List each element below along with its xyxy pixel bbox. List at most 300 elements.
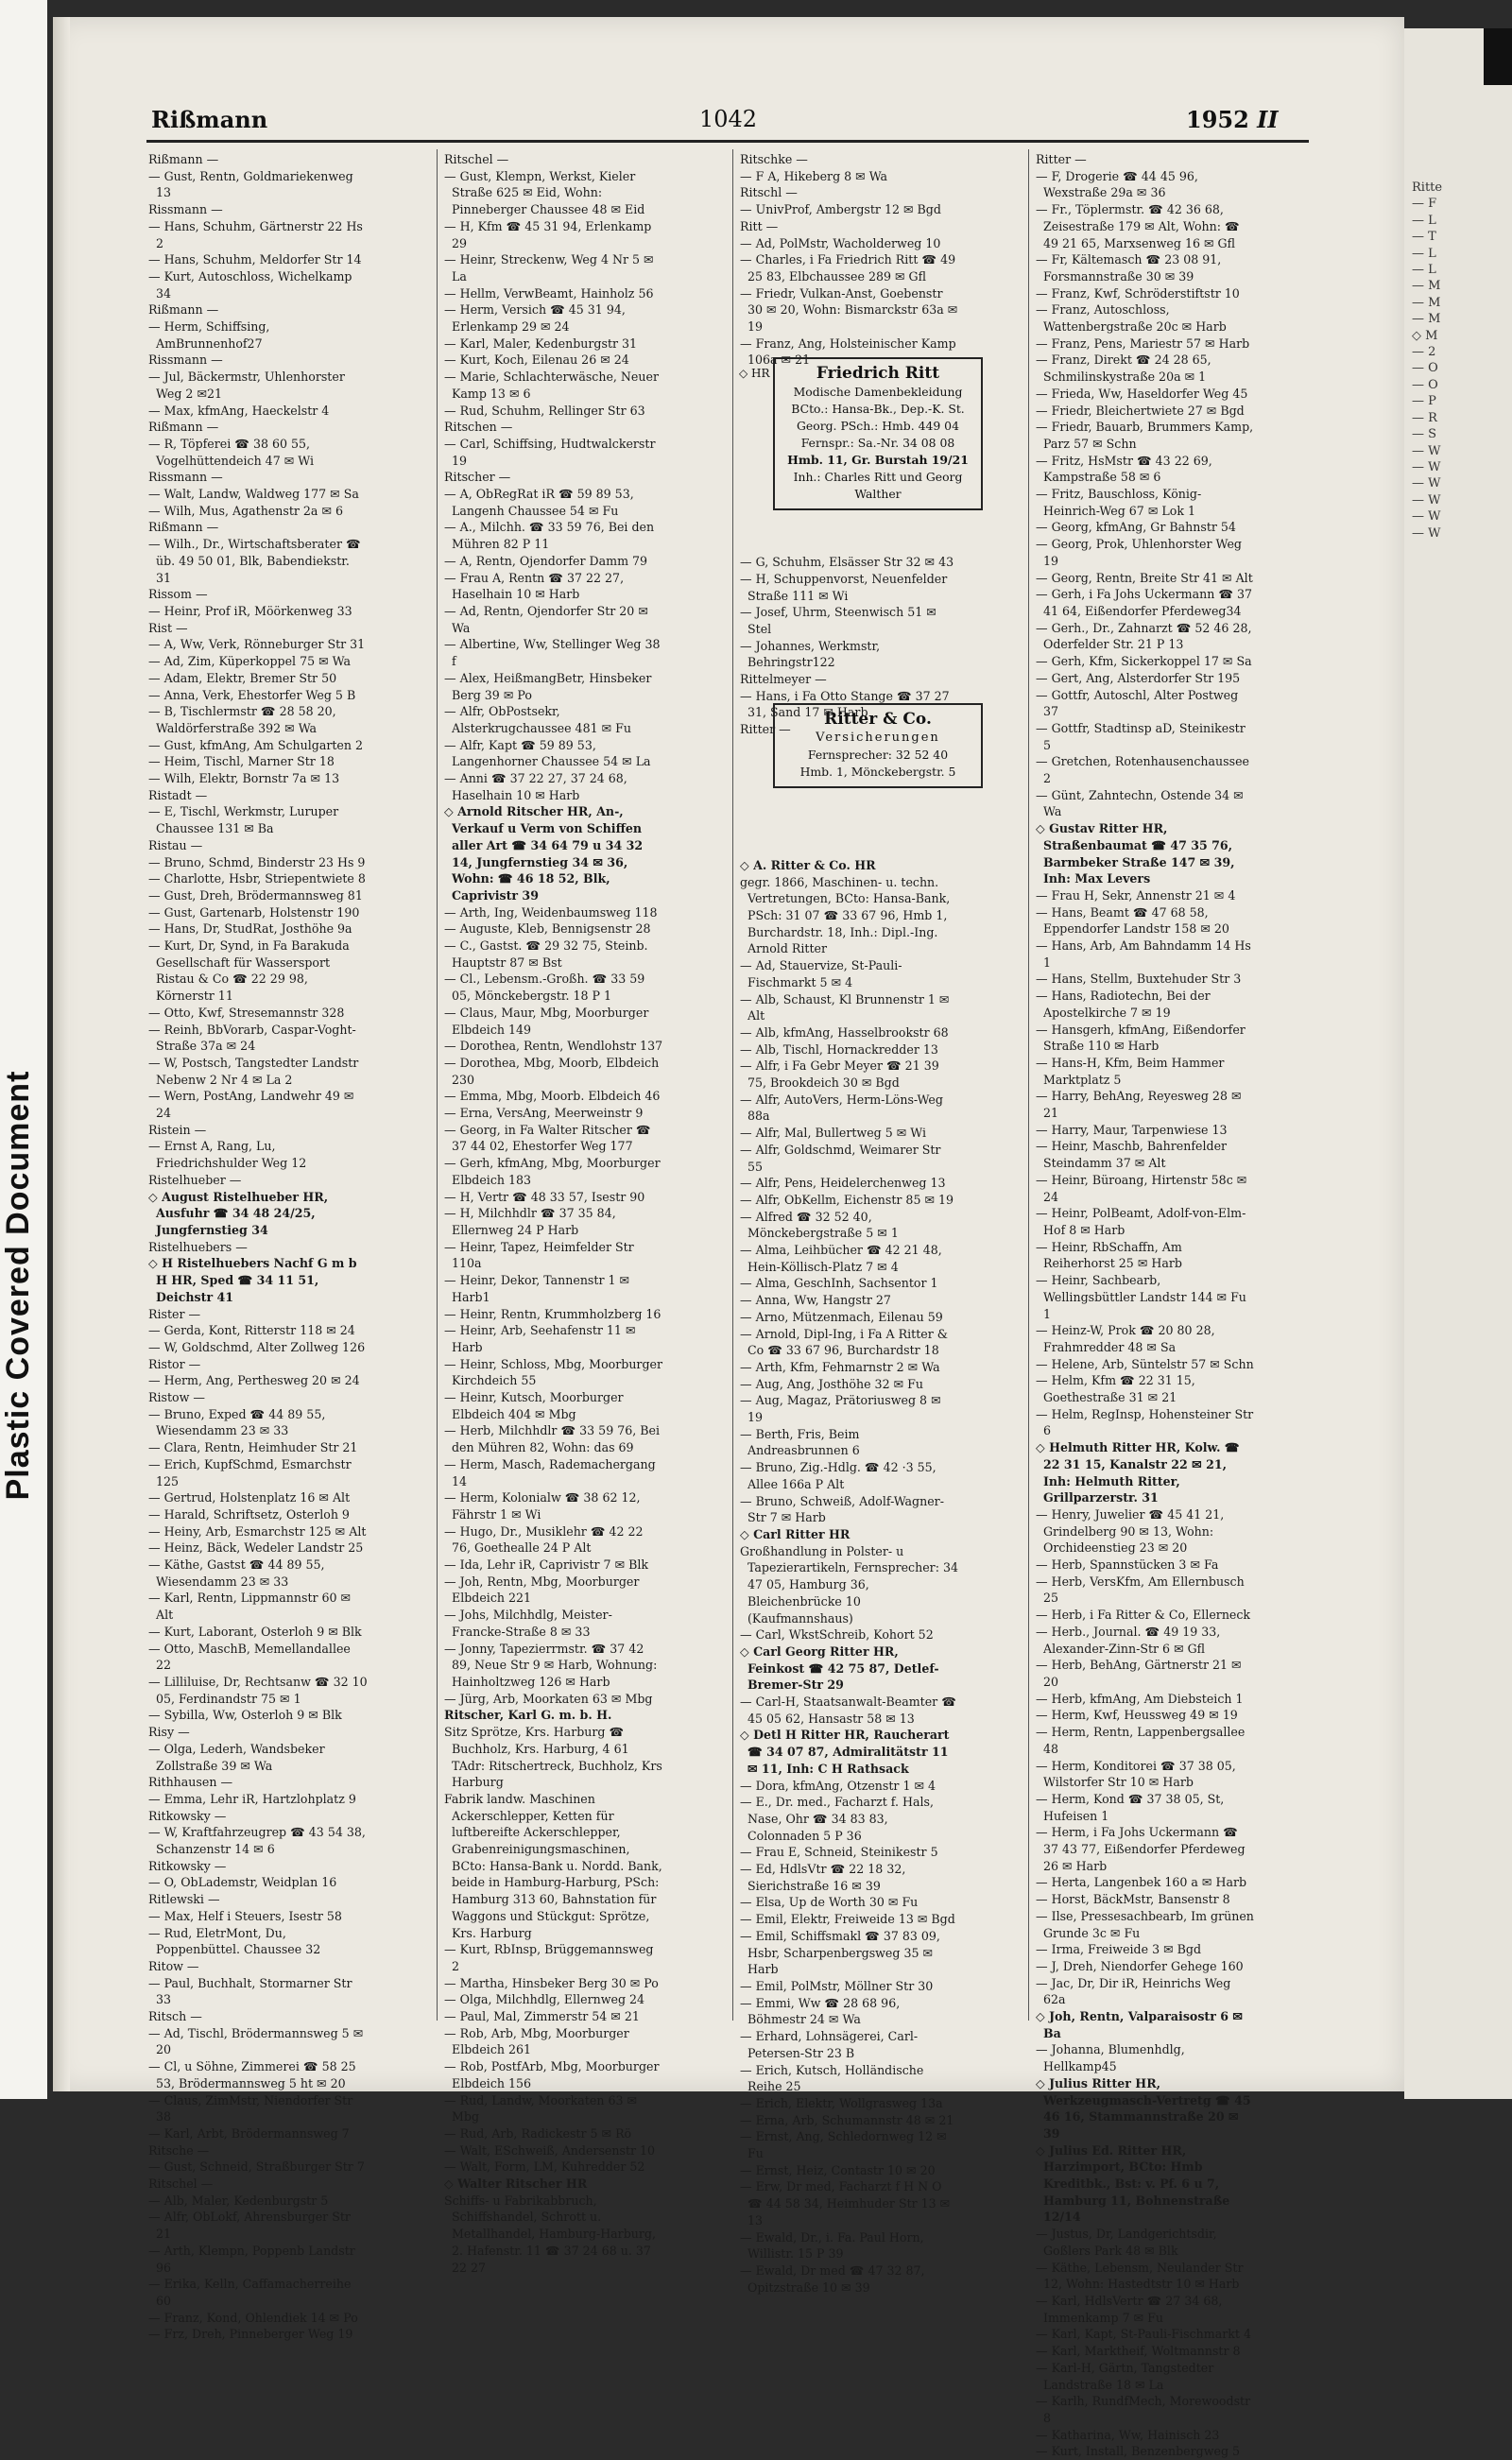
directory-entry: — Frau A, Rentn ☎ 37 22 27, Haselhain 10 ✉ Harb	[444, 570, 625, 602]
directory-entry: — Herb., Journal. ☎ 49 19 33, Alexander-Zinn-Str 6 ✉ Gfl	[1036, 1624, 1221, 1656]
directory-entry: — Arno, Mützenmach, Eilenau 59	[740, 1309, 943, 1324]
directory-entry: Ritt —	[740, 218, 779, 233]
directory-entry: — Heinr, Schloss, Mbg, Moorburger Kirchdeich 55	[444, 1356, 662, 1388]
directory-entry: — Alfr, i Fa Gebr Meyer ☎ 21 39 75, Brookdeich 30 ✉ Bgd	[740, 1058, 939, 1091]
directory-entry: Ritschke —	[740, 152, 808, 166]
directory-entry: — Gerh., Dr., Zahnarzt ☎ 52 46 28, Oderfelder Str. 21 P 13	[1036, 620, 1252, 652]
directory-entry: — Alfr, ObPostsekr, Alsterkrugchaussee 481 ✉ Fu	[444, 704, 632, 735]
directory-entry: — Emma, Mbg, Moorb. Elbdeich 46	[444, 1089, 661, 1104]
directory-entry: Ritschen —	[444, 420, 513, 435]
directory-entry: — Wilh., Dr., Wirtschaftsberater ☎ üb. 49 50 01, Blk, Babendiekstr. 31	[148, 537, 361, 585]
ad-title: Friedrich Ritt	[816, 364, 940, 383]
directory-entry: — Herm, Kwf, Heussweg 49 ✉ 19	[1036, 1708, 1238, 1723]
directory-entry: — Sybilla, Ww, Osterloh 9 ✉ Blk	[148, 1708, 342, 1723]
directory-entry: — Arnold, Dipl-Ing, i Fa A Ritter & Co ☎ 33 67 96, Burchardstr 18	[740, 1326, 948, 1358]
directory-entry: — Kurt, Koch, Eilenau 26 ✉ 24	[444, 353, 629, 368]
directory-entry: — Hans, Dr, StudRat, Josthöhe 9a	[148, 921, 352, 937]
directory-entry: — Hugo, Dr., Musiklehr ☎ 42 22 76, Goethealle 24 P Alt	[444, 1523, 644, 1556]
directory-entry: ◇ Carl Ritter HR	[740, 1527, 850, 1541]
directory-entry: — Georg, in Fa Walter Ritscher ☎ 37 44 02, Ehestorfer Weg 177	[444, 1122, 651, 1154]
directory-entry: — Alma, Leihbücher ☎ 42 21 48, Hein-Köllisch-Platz 7 ✉ 4	[740, 1243, 942, 1274]
directory-entry: — Alb, Schaust, Kl Brunnenstr 1 ✉Alt	[740, 991, 950, 1024]
directory-entry: — Herb, VersKfm, Am Ellernbusch 25	[1036, 1574, 1245, 1606]
ad-hr-mark: ◇ HR	[739, 367, 770, 380]
directory-entry: — Hellm, VerwBeamt, Hainholz 56	[444, 285, 654, 301]
directory-entry: — Helm, Kfm ☎ 22 31 15, Goethestraße 31 ✉ 21	[1036, 1373, 1195, 1405]
directory-entry: — Kurt, Install, Benzenbergweg 5	[1036, 2444, 1241, 2459]
directory-entry: — Helm, RegInsp, Hohensteiner Str 6	[1036, 1406, 1254, 1438]
next-page-text: Ritte — F — L — T — L — L — M — M — M ◇ M — 2 — O — O — P — R — S — W — W — W — W — W — W	[1412, 181, 1443, 541]
directory-entry: — Herm, Masch, Rademachergang 14	[444, 1456, 656, 1488]
directory-entry: — Emil, PolMstr, Möllner Str 30	[740, 1978, 934, 1993]
directory-entry: — Hans, Beamt ☎ 47 68 58, Eppendorfer Landstr 158 ✉ 20	[1036, 904, 1229, 937]
directory-entry: — Harry, BehAng, Reyesweg 28 ✉21	[1036, 1089, 1242, 1121]
directory-entry: — Frieda, Ww, Haseldorfer Weg 45	[1036, 386, 1248, 401]
directory-entry: — Bruno, Zig.-Hdlg. ☎ 42 ·3 55, Allee 166a P Alt	[740, 1460, 936, 1491]
directory-entry: — Otto, MaschB, Memellandallee 22	[148, 1641, 351, 1673]
directory-entry: — Johs, Milchhdlg, Meister-Francke-Straße 8 ✉ 33	[444, 1608, 612, 1639]
ad-friedrich-ritt	[773, 357, 983, 510]
directory-entry: — Georg, Prok, Uhlenhorster Weg 19	[1036, 537, 1242, 568]
directory-entry: — Erich, KupfSchmd, Esmarchstr 125	[148, 1456, 352, 1488]
ad-ritter-co	[773, 703, 983, 788]
directory-entry: — Walt, Landw, Waldweg 177 ✉ Sa	[148, 487, 359, 502]
directory-entry: — Heinr, Streckenw, Weg 4 Nr 5 ✉ La	[444, 252, 654, 284]
directory-entry: — Albertine, Ww, Stellinger Weg 38 f	[444, 637, 661, 669]
directory-entry: — Anna, Ww, Hangstr 27	[740, 1293, 891, 1308]
directory-entry: — Herb, Milchhdlr ☎ 33 59 76, Bei den Mühren 82, Wohn: das 69	[444, 1423, 660, 1455]
directory-entry: — Erw, Dr med, Facharzt f H N O ☎ 44 58 34, Heimhuder Str 13 ✉ 13	[740, 2179, 951, 2228]
directory-entry: — Rud, Landw, Moorkaten 63 ✉ Mbg	[444, 2092, 638, 2125]
directory-entry: — Heinr, Rentn, Krummholzberg 16	[444, 1306, 662, 1321]
directory-entry: Ritsch —	[148, 2009, 202, 2024]
directory-entry: — Alfr, Kapt ☎ 59 89 53, Langenhorner Chaussee 54 ✉ La	[444, 737, 651, 769]
directory-entry: — Arth, Klempn, Poppenb Landstr 96	[148, 2243, 355, 2275]
directory-entry: — Franz, Kwf, Schröderstiftstr 10	[1036, 285, 1240, 301]
directory-entry: — Gust, Gartenarb, Holstenstr 190	[148, 904, 360, 920]
directory-entry: — Alb, Tischl, Hornackredder 13	[740, 1041, 938, 1057]
directory-entry: — Ed, HdlsVtr ☎ 22 18 32, Sierichstraße 16 ✉ 39	[740, 1862, 906, 1893]
directory-entry: Ristow —	[148, 1390, 205, 1405]
directory-entry: ◇ Arnold Ritscher HR, An-, Verkauf u Verm von Schiffen aller Art ☎ 34 64 79 u 34 32 14, Jungfernstieg 34 ✉ 36, Wohn: ☎ 46 18 52, Blk, Caprivistr 39	[444, 804, 644, 903]
directory-entry: Schiffs- u Fabrikabbruch, Schiffshandel, Schrott u. Metallhandel, Hamburg-Harburg, 2. Hafenstr. 11 ☎ 37 24 68 u. 37 22 27	[444, 2193, 656, 2275]
directory-entry: — Ida, Lehr iR, Caprivistr 7 ✉ Blk	[444, 1557, 649, 1573]
directory-entry: — B, Tischlermstr ☎ 28 58 20, Waldörferstraße 392 ✉ Wa	[148, 704, 336, 735]
directory-entry: — Georg, kfmAng, Gr Bahnstr 54	[1036, 520, 1236, 535]
directory-entry: — Herm, Konditorei ☎ 37 38 05, Wilstorfer Str 10 ✉ Harb	[1036, 1758, 1236, 1790]
directory-entry: — Walt, ESchweiß, Andersenstr 10	[444, 2142, 656, 2158]
directory-entry: — Reinh, BbVorarb, Caspar-Voght-Straße 37a ✉ 24	[148, 1022, 356, 1054]
directory-entry: — F A, Hikeberg 8 ✉ Wa	[740, 168, 888, 183]
directory-entry: — Olga, Milchhdlg, Ellernweg 24	[444, 1992, 645, 2007]
column-4	[1036, 151, 1255, 2460]
directory-entry: — Ernst A, Rang, Lu, Friedrichshulder Weg 12	[148, 1139, 307, 1171]
directory-entry: — Alex, HeißmangBetr, Hinsbeker Berg 39 ✉ Po	[444, 670, 652, 702]
directory-entry: — Gretchen, Rotenhausenchaussee 2	[1036, 754, 1249, 786]
directory-entry: — Alb, kfmAng, Hasselbrookstr 68	[740, 1024, 949, 1040]
directory-entry: — Aug, Ang, Josthöhe 32 ✉ Fu	[740, 1376, 923, 1391]
directory-entry: — Herm, Ang, Perthesweg 20 ✉ 24	[148, 1373, 360, 1388]
directory-entry: — Cl, u Söhne, Zimmerei ☎ 58 25 53, Brödermannsweg 5 ht ✉ 20	[148, 2059, 356, 2090]
header-year	[1186, 106, 1279, 133]
directory-entry: — Alfr, ObLokf, Ahrensburger Str 21	[148, 2210, 351, 2242]
header-name: Rißmann	[151, 106, 268, 133]
directory-entry: — Karlh, RundfMech, Morewoodstr 8	[1036, 2394, 1251, 2425]
page-number: 1042	[699, 106, 758, 132]
directory-entry: — Ad, Rentn, Ojendorfer Str 20 ✉Wa	[444, 603, 648, 635]
column-divider	[1028, 149, 1029, 2021]
directory-entry: — Carl, WkstSchreib, Kohort 52	[740, 1627, 934, 1643]
column-1	[148, 151, 368, 2343]
left-margin-strip	[0, 0, 47, 2099]
directory-entry: Rissmann —	[148, 202, 223, 217]
directory-entry: ◇ Helmuth Ritter HR, Kolw. ☎ 22 31 15, Kanalstr 22 ✉ 21, Inh: Helmuth Ritter, Grillparzerstr. 31	[1036, 1440, 1240, 1505]
directory-entry: Ristein —	[148, 1122, 207, 1137]
directory-entry: — Heinz, Bäck, Wedeler Landstr 25	[148, 1540, 364, 1556]
directory-entry: — Fr, Kältemasch ☎ 23 08 91, Forsmannstraße 30 ✉ 39	[1036, 252, 1222, 284]
directory-entry: — Georg, Rentn, Breite Str 41 ✉ Alt	[1036, 570, 1253, 585]
ad-subtitle: Versicherungen	[816, 731, 940, 745]
directory-entry: — Justus, Dr, Landgerichtsdir, Goßlers Park 48 ✉ Blk	[1036, 2227, 1217, 2258]
directory-entry: — Karl, Maler, Kedenburgstr 31	[444, 335, 638, 351]
column-divider	[732, 149, 733, 2021]
directory-entry: — Fritz, Bauschloss, König-Heinrich-Weg 67 ✉ Lok 1	[1036, 487, 1202, 518]
ad-phone: Fernsprecher: 32 52 40	[807, 748, 949, 762]
directory-entry: — Johannes, Werkmstr, Behringstr122	[740, 638, 881, 670]
directory-entry: — Otto, Kwf, Stresemannstr 328	[148, 1005, 345, 1020]
directory-entry: Ritschel —	[444, 152, 509, 166]
directory-entry: — Frau H, Sekr, Annenstr 21 ✉ 4	[1036, 887, 1236, 903]
directory-entry: — Katharina, Ww, Hainisch 23	[1036, 2427, 1220, 2442]
directory-entry: ◇ Walter Ritscher HR	[444, 2176, 588, 2192]
directory-entry: — Marie, Schlachterwäsche, Neuer Kamp 13 ✉ 6	[444, 370, 659, 401]
directory-entry: — Hans, Arb, Am Bahndamm 14 Hs 1	[1036, 938, 1251, 970]
directory-entry: — Joh, Rentn, Mbg, Moorburger Elbdeich 221	[444, 1574, 640, 1606]
directory-entry: — Heim, Tischl, Marner Str 18	[148, 754, 335, 769]
directory-entry: — W, Kraftfahrzeugrep ☎ 43 54 38, Schanzenstr 14 ✉ 6	[148, 1825, 366, 1857]
column-divider	[437, 149, 438, 2021]
directory-entry: Rist —	[148, 620, 188, 635]
directory-entry: — A, ObRegRat iR ☎ 59 89 53, Langenh Chaussee 54 ✉ Fu	[444, 487, 634, 518]
directory-entry: — Jürg, Arb, Moorkaten 63 ✉ Mbg	[444, 1691, 653, 1706]
directory-entry: — Fritz, HsMstr ☎ 43 22 69, Kampstraße 58 ✉ 6	[1036, 453, 1212, 485]
directory-entry: — Gust, kfmAng, Am Schulgarten 2	[148, 737, 364, 752]
directory-entry: — Hans, Schuhm, Meldorfer Str 14	[148, 252, 362, 267]
directory-entry: — Horst, BäckMstr, Bansenstr 8	[1036, 1892, 1230, 1907]
directory-entry: — Gerh, Kfm, Sickerkoppel 17 ✉ Sa	[1036, 654, 1252, 669]
directory-entry: Fabrik landw. Maschinen Ackerschlepper, Ketten für luftbereifte Ackerschlepper, Grabenreinigungsmaschinen, BCto: Hansa-Bank u. Nordd. Bank, beide in Hamburg-Harburg, PSch: Hamburg 313 60, Bahnstation für Waggons und Stückgut: Sprötze, Krs. Harburg	[444, 1791, 662, 1940]
directory-entry: — Heinr, Büroang, Hirtenstr 58c ✉24	[1036, 1172, 1247, 1204]
directory-entry: Ritter —	[740, 722, 791, 737]
directory-entry: — Alma, GeschInh, Sachsentor 1	[740, 1276, 938, 1291]
directory-entry: — Fr., Töplermstr. ☎ 42 36 68, Zeisestraße 179 ✉ Alt, Wohn: ☎ 49 21 65, Marxsenweg 16 ✉ Gfl	[1036, 202, 1240, 250]
directory-entry: — Emil, Schiffsmakl ☎ 37 83 09, Hsbr, Scharpenbergsweg 35 ✉ Harb	[740, 1928, 940, 1977]
directory-entry: — Harry, Maur, Tarpenwiese 13	[1036, 1122, 1228, 1137]
directory-entry: Rister —	[148, 1306, 201, 1321]
directory-entry: — Heinr, Arb, Seehafenstr 11 ✉ Harb	[444, 1323, 636, 1354]
directory-entry: — Max, Helf i Steuers, Isestr 58	[148, 1908, 342, 1923]
directory-entry: — Rud, EletrMont, Du, Poppenbüttel. Chaussee 32	[148, 1925, 321, 1957]
directory-entry: Ritsche —	[148, 2142, 210, 2158]
side-label: Plastic Covered Document	[0, 1070, 36, 1501]
directory-entry: — Rob, PostfArb, Mbg, Moorburger Elbdeich 156	[444, 2059, 660, 2090]
directory-entry: — Bruno, Exped ☎ 44 89 55, Wiesendamm 23 ✉ 33	[148, 1406, 326, 1438]
directory-entry: ◇ Detl H Ritter HR, Raucherart ☎ 34 07 87, Admiralitätstr 11 ✉ 11, Inh: C H Rathsack	[740, 1728, 950, 1776]
directory-entry: — UnivProf, Ambergstr 12 ✉ Bgd	[740, 202, 941, 217]
directory-entry: — Alfr, Pens, Heidelerchenweg 13	[740, 1176, 946, 1191]
directory-entry: Rißmann —	[148, 302, 219, 318]
directory-entry: Großhandlung in Polster- u Tapezierartikeln, Fernsprecher: 34 47 05, Hamburg 36, Bleichenbrücke 10 (Kaufmannshaus)	[740, 1543, 958, 1626]
directory-entry: Rithhausen —	[148, 1775, 233, 1790]
directory-entry: — Clara, Rentn, Heimhuder Str 21	[148, 1440, 358, 1455]
directory-entry: — Käthe, Gastst ☎ 44 89 55, Wiesendamm 23 ✉ 33	[148, 1557, 325, 1589]
directory-entry: — Herta, Langenbek 160 a ✉ Harb	[1036, 1875, 1247, 1890]
directory-entry: Ritkowsky —	[148, 1808, 227, 1823]
directory-entry: ◇ A. Ritter & Co. HR	[740, 857, 876, 872]
directory-entry: — Alfred ☎ 32 52 40, Mönckebergstraße 5 ✉ 1	[740, 1209, 899, 1241]
directory-entry: — Alb, Maler, Kedenburgstr 5	[148, 2193, 329, 2208]
directory-entry: — Günt, Zahntechn, Ostende 34 ✉Wa	[1036, 787, 1244, 819]
directory-entry: — Heinr, RbSchaffn, Am Reiherhorst 25 ✉ Harb	[1036, 1239, 1182, 1271]
directory-entry: — Paul, Mal, Zimmerstr 54 ✉ 21	[444, 2009, 640, 2024]
directory-entry: Ritschl —	[740, 185, 798, 200]
directory-entry: — E, Tischl, Werkmstr, Luruper Chaussee 131 ✉ Ba	[148, 804, 339, 836]
directory-entry: — Franz, Autoschloss, Wattenbergstraße 20c ✉ Harb	[1036, 302, 1227, 335]
directory-entry: — Ad, Zim, Küperkoppel 75 ✉ Wa	[148, 654, 352, 669]
directory-entry: — Heinr, Dekor, Tannenstr 1 ✉Harb1	[444, 1273, 630, 1304]
directory-entry: — Friedr, Bauarb, Brummers Kamp, Parz 57 ✉ Schn	[1036, 420, 1254, 451]
directory-entry: — C., Gastst. ☎ 29 32 75, Steinb. Hauptstr 87 ✉ Bst	[444, 938, 648, 970]
directory-entry: — Charlotte, Hsbr, Striepentwiete 8	[148, 871, 366, 886]
directory-entry: — Martha, Hinsbeker Berg 30 ✉ Po	[444, 1975, 659, 1990]
header-rule	[146, 140, 1309, 143]
directory-entry: — Gert, Ang, Alsterdorfer Str 195	[1036, 670, 1241, 685]
directory-entry: — Ad, Stauervize, St-Pauli-Fischmarkt 5 ✉ 4	[740, 958, 902, 989]
directory-entry: — Alfr, Goldschmd, Weimarer Str 55	[740, 1142, 941, 1174]
directory-entry: — Olga, Lederh, Wandsbeker Zollstraße 39 ✉ Wa	[148, 1741, 325, 1773]
directory-entry: — Heiny, Arb, Esmarchstr 125 ✉ Alt	[148, 1523, 367, 1539]
ad-bank: BCto.: Hansa-Bk., Dep.-K. St. Georg. PSch.: Hmb. 449 04	[791, 402, 965, 433]
directory-entry: — Dorothea, Rentn, Wendlohstr 137	[444, 1039, 663, 1054]
directory-entry: Ritscher —	[444, 470, 511, 485]
directory-entry: — Franz, Pens, Mariestr 57 ✉ Harb	[1036, 335, 1250, 351]
directory-entry: — Rud, Arb, Radickestr 5 ✉ Rö	[444, 2125, 632, 2141]
directory-entry: — Hansgerh, kfmAng, Eißendorfer Straße 110 ✉ Harb	[1036, 1022, 1246, 1054]
directory-entry: — Erich, Kutsch, Holländische Reihe 25	[740, 2062, 924, 2094]
directory-entry: — Ad, Tischl, Brödermannsweg 5 ✉20	[148, 2025, 364, 2057]
directory-entry: — Herb, BehAng, Gärtnerstr 21 ✉ 20	[1036, 1658, 1242, 1689]
directory-entry: — Wern, PostAng, Landwehr 49 ✉24	[148, 1089, 354, 1121]
directory-entry: — Heinr, Prof iR, Möörkenweg 33	[148, 603, 352, 618]
directory-entry: — Jonny, Tapezierrmstr. ☎ 37 42 89, Neue Str 9 ✉ Harb, Wohnung: Hainholtzweg 126 ✉ Harb	[444, 1641, 658, 1689]
directory-entry: — Adam, Elektr, Bremer Str 50	[148, 670, 337, 685]
directory-entry: — Karl, Marktheif, Woltmannstr 8	[1036, 2344, 1241, 2359]
directory-entry: ◇ Julius Ed. Ritter HR, Harzimport, BCto: Hmb Kreditbk., Bst: v. Pf. 6 u 7, Hamburg 11, Bohnenstraße 12/14	[1036, 2142, 1230, 2225]
directory-entry: — Herb, Spannstücken 3 ✉ Fa	[1036, 1557, 1219, 1573]
directory-entry: — O, ObLademstr, Weidplan 16	[148, 1875, 337, 1890]
directory-entry: — F, Drogerie ☎ 44 45 96, Wexstraße 29a ✉ 36	[1036, 168, 1198, 200]
directory-entry: — Emmi, Ww ☎ 28 68 96, Böhmestr 24 ✉ Wa	[740, 1995, 901, 2027]
directory-entry: — Alfr, Mal, Bullertweg 5 ✉ Wi	[740, 1126, 927, 1141]
directory-entry: Rißmann —	[148, 152, 219, 166]
directory-entry: — Emma, Lehr iR, Hartzlohplatz 9	[148, 1791, 356, 1806]
directory-entry: — Karl, Rentn, Lippmannstr 60 ✉ Alt	[148, 1591, 352, 1623]
directory-entry: — Arth, Kfm, Fehmarnstr 2 ✉ Wa	[740, 1359, 940, 1374]
directory-entry: — Arth, Ing, Weidenbaumsweg 118	[444, 904, 658, 920]
directory-entry: Ritlewski —	[148, 1892, 220, 1907]
directory-entry: Ristor —	[148, 1356, 201, 1371]
directory-entry: — Claus, ZimMstr, Niendorfer Str 38	[148, 2092, 353, 2125]
directory-entry: — Ewald, Dr., i. Fa. Paul Horn, Willistr. 15 P 39	[740, 2229, 924, 2262]
directory-entry: — Karl, Arbt, Brödermannsweg 7	[148, 2125, 350, 2141]
directory-entry: Ritow —	[148, 1958, 199, 1973]
directory-entry: — Harald, Schriftsetz, Osterloh 9	[148, 1506, 350, 1522]
directory-entry: Rißmann —	[148, 420, 219, 435]
directory-entry: — Rob, Arb, Mbg, Moorburger Elbdeich 261	[444, 2025, 629, 2057]
directory-entry: — Josef, Uhrm, Steenwisch 51 ✉Stel	[740, 605, 936, 636]
directory-entry: — Gottfr, Autoschl, Alter Postweg 37	[1036, 687, 1239, 719]
directory-entry: — Ewald, Dr med ☎ 47 32 87, Opitzstraße 10 ✉ 39	[740, 2262, 925, 2295]
directory-entry: — Ernst, Ang, Schledornweg 12 ✉Fu	[740, 2129, 947, 2161]
directory-entry: — W, Goldschmd, Alter Zollweg 126	[148, 1339, 366, 1354]
directory-entry: — Ad, PolMstr, Wacholderweg 10	[740, 235, 941, 250]
directory-entry: — Gottfr, Stadtinsp aD, Steinikestr 5	[1036, 720, 1246, 752]
directory-entry: — Carl, Schiffsing, Hudtwalckerstr 19	[444, 436, 656, 468]
directory-entry: — A, Rentn, Ojendorfer Damm 79	[444, 553, 648, 568]
directory-entry: Ritschel —	[148, 2176, 214, 2192]
directory-entry: — Heinr, PolBeamt, Adolf-von-Elm-Hof 8 ✉ Harb	[1036, 1206, 1246, 1237]
directory-entry: — Kurt, Dr, Synd, in Fa Barakuda Gesellschaft für Wassersport Ristau & Co ☎ 22 29 98, Körnerstr 11	[148, 938, 350, 1004]
directory-entry: — Erna, Arb, Schumannstr 48 ✉ 21	[740, 2112, 954, 2127]
directory-entry: — E., Dr. med., Facharzt f. Hals, Nase, Ohr ☎ 34 83 83, Colonnaden 5 P 36	[740, 1795, 934, 1843]
directory-entry: — W, Postsch, Tangstedter Landstr Nebenw 2 Nr 4 ✉ La 2	[148, 1055, 359, 1087]
directory-entry: — Hans, Schuhm, Gärtnerstr 22 Hs 2	[148, 218, 363, 250]
ad-title: Ritter & Co.	[824, 710, 932, 729]
directory-entry: — Ernst, Heiz, Contastr 10 ✉ 20	[740, 2162, 936, 2177]
directory-entry: — Alfr, ObKellm, Eichenstr 85 ✉ 19	[740, 1192, 954, 1207]
directory-entry: ◇ Joh, Rentn, Valparaisostr 6 ✉ Ba	[1036, 2009, 1243, 2040]
directory-entry: — Franz, Kond, Ohlendiek 14 ✉ Po	[148, 2310, 358, 2325]
directory-entry: — Gust, Dreh, Brödermannsweg 81	[148, 887, 363, 903]
directory-entry: Ritscher, Karl G. m. b. H.	[444, 1708, 612, 1723]
directory-entry: — A, Ww, Verk, Rönneburger Str 31	[148, 637, 366, 652]
directory-entry: — Berth, Fris, Beim Andreasbrunnen 6	[740, 1426, 860, 1458]
directory-entry: — Paul, Buchhalt, Stormarner Str 33	[148, 1975, 352, 2007]
directory-entry: — Gerh, i Fa Johs Uckermann ☎ 37 41 64, Eißendorfer Pferdeweg34	[1036, 587, 1253, 618]
directory-entry: Rissmann —	[148, 470, 223, 485]
directory-entry: — Ilse, Pressesachbearb, Im grünen Grunde 3c ✉ Fu	[1036, 1908, 1254, 1940]
ad-owners: Inh.: Charles Ritt und Georg Walther	[793, 470, 963, 501]
directory-entry: Rissmann —	[148, 353, 223, 368]
directory-entry: — Claus, Maur, Mbg, Moorburger Elbdeich 149	[444, 1005, 649, 1037]
directory-entry: — J, Dreh, Niendorfer Gehege 160	[1036, 1958, 1244, 1973]
directory-entry: — Herm, i Fa Johs Uckermann ☎ 37 43 77, Eißendorfer Pferdeweg 26 ✉ Harb	[1036, 1825, 1246, 1873]
directory-entry: — Jac, Dr, Dir iR, Heinrichs Weg 62a	[1036, 1975, 1231, 2007]
directory-entry: — Erika, Kelln, Caffamacherreihe 60	[148, 2277, 352, 2308]
directory-entry: ◇ August Ristelhueber HR, Ausfuhr ☎ 34 48 24/25, Jungfernstieg 34	[148, 1189, 329, 1237]
directory-entry: Rissom —	[148, 587, 208, 602]
directory-entry: — Wilh, Mus, Agathenstr 2a ✉ 6	[148, 503, 344, 518]
directory-entry: — Hans, Stellm, Buxtehuder Str 3	[1036, 972, 1242, 987]
directory-entry: — Gerh, kfmAng, Mbg, Moorburger Elbdeich 183	[444, 1156, 661, 1187]
directory-entry: — Herm, Kolonialw ☎ 38 62 12, Fährstr 1 ✉ Wi	[444, 1490, 641, 1522]
directory-entry: — Johanna, Blumenhdlg, Hellkamp45	[1036, 2042, 1185, 2074]
directory-entry: — Frz, Dreh, Pinneberger Weg 19	[148, 2327, 353, 2342]
directory-entry: — Heinr, Sachbearb, Wellingsbüttler Landstr 144 ✉ Fu 1	[1036, 1273, 1246, 1321]
directory-entry: — Gerda, Kont, Ritterstr 118 ✉ 24	[148, 1323, 355, 1338]
directory-entry: — Herm, Kond ☎ 37 38 05, St, Hufeisen 1	[1036, 1791, 1225, 1823]
directory-entry: — H, Vertr ☎ 48 33 57, Isestr 90	[444, 1189, 645, 1204]
directory-entry: — Hans, i Fa Otto Stange ☎ 37 27 31, Sand 17 ✉ Harb	[740, 688, 950, 720]
directory-entry: — Franz, Ang, Holsteinischer Kamp 106a ✉ 21	[740, 335, 956, 368]
directory-entry: Sitz Sprötze, Krs. Harburg ☎ Buchholz, Krs. Harburg, 4 61 TAdr: Ritschertreck, Buchholz, Krs Harburg	[444, 1725, 662, 1790]
directory-entry: — R, Töpferei ☎ 38 60 55, Vogelhüttendeich 47 ✉ Wi	[148, 436, 315, 468]
page-binding-edge	[53, 17, 70, 2091]
directory-entry: — Bruno, Schweiß, Adolf-Wagner-Str 7 ✉ Harb	[740, 1493, 944, 1525]
directory-entry: — H, Kfm ☎ 45 31 94, Erlenkamp 29	[444, 218, 652, 250]
directory-entry: — Erna, VersAng, Meerweinstr 9	[444, 1106, 644, 1121]
directory-entry: — Henry, Juwelier ☎ 45 41 21, Grindelberg 90 ✉ 13, Wohn: Orchideenstieg 23 ✉ 20	[1036, 1506, 1225, 1556]
directory-entry: — Karl-H, Gärtn, Tangstedter Landstraße 18 ✉ La	[1036, 2360, 1214, 2392]
directory-entry: — Emil, Elektr, Freiweide 13 ✉ Bgd	[740, 1912, 955, 1927]
directory-entry: — Herm, Versich ☎ 45 31 94, Erlenkamp 29 ✉ 24	[444, 302, 626, 335]
next-page-edge	[1404, 28, 1512, 2099]
directory-entry: Ristau —	[148, 837, 203, 852]
directory-entry: — G, Schuhm, Elsässer Str 32 ✉ 43	[740, 555, 954, 570]
directory-entry: — Bruno, Schmd, Binderstr 23 Hs 9	[148, 854, 366, 869]
directory-entry: Risy —	[148, 1725, 190, 1740]
directory-entry: Ritter —	[1036, 152, 1087, 166]
directory-entry: — Hans-H, Kfm, Beim Hammer Marktplatz 5	[1036, 1055, 1225, 1087]
directory-entry: — Käthe, Lebensm, Neulander Str 12, Wohn: Hastedtstr 10 ✉ Harb	[1036, 2260, 1244, 2292]
directory-entry: — Jul, Bäckermstr, Uhlenhorster Weg 2 ✉21	[148, 370, 345, 401]
directory-entry: — Heinr, Kutsch, Moorburger Elbdeich 404 ✉ Mbg	[444, 1390, 624, 1421]
black-tab	[1484, 28, 1512, 85]
directory-entry: — Friedr, Bleichertwiete 27 ✉ Bgd	[1036, 403, 1245, 418]
directory-entry: — Gust, Schneid, Straßburger Str 7	[148, 2159, 365, 2175]
directory-entry: — Herm, Schiffsing, AmBrunnenhof27	[148, 319, 270, 351]
directory-entry: — Hans, Radiotechn, Bei der Apostelkirche 7 ✉ 19	[1036, 989, 1211, 1020]
directory-entry: Ristadt —	[148, 787, 208, 802]
directory-entry: — Walt, Form, LM, Kuhredder 52	[444, 2159, 645, 2175]
directory-entry: — Karl, HdlsVertr ☎ 27 34 68, Immenkamp 7 ✉ Fu	[1036, 2294, 1223, 2325]
directory-entry: — Kurt, RbInsp, Brüggemannsweg 2	[444, 1942, 654, 1973]
directory-entry: — Aug, Magaz, Prätoriusweg 8 ✉ 19	[740, 1393, 941, 1425]
directory-entry: Rißmann —	[148, 520, 219, 535]
directory-entry: — Friedr, Vulkan-Anst, Goebenstr 30 ✉ 20, Wohn: Bismarckstr 63a ✉19	[740, 285, 958, 335]
directory-entry: — Lilliluise, Dr, Rechtsanw ☎ 32 10 05, Ferdinandstr 75 ✉ 1	[148, 1674, 368, 1706]
ad-subtitle: Modische Damenbekleidung	[793, 385, 963, 399]
directory-entry: — Heinz-W, Prok ☎ 20 80 28, Frahmredder 48 ✉ Sa	[1036, 1323, 1215, 1354]
directory-entry: — Erhard, Lohnsägerei, Carl-Petersen-Str 23 B	[740, 2029, 919, 2060]
directory-entry: ◇ H Ristelhuebers Nachf G m b H HR, Sped ☎ 34 11 51, Deichstr 41	[148, 1256, 357, 1304]
directory-entry: Ritkowsky —	[148, 1858, 227, 1873]
directory-entry: Rittelmeyer —	[740, 672, 827, 687]
directory-entry: — Herm, Rentn, Lappenbergsallee 48	[1036, 1725, 1246, 1756]
directory-entry: — Gust, Rentn, Goldmariekenweg 13	[148, 168, 353, 200]
directory-entry: — Herb, i Fa Ritter & Co, Ellerneck	[1036, 1608, 1251, 1623]
directory-entry: — Max, kfmAng, Haeckelstr 4	[148, 403, 330, 418]
directory-entry: — Heinr, Maschb, Bahrenfelder Steindamm 37 ✉ Alt	[1036, 1139, 1228, 1171]
directory-entry: — Franz, Direkt ☎ 24 28 65, Schmilinskystraße 20a ✉ 1	[1036, 353, 1211, 385]
directory-entry: — Charles, i Fa Friedrich Ritt ☎ 49 25 83, Elbchaussee 289 ✉ Gfl	[740, 252, 956, 284]
directory-entry: — Auguste, Kleb, Bennigsenstr 28	[444, 921, 651, 937]
year: 1952	[1186, 106, 1249, 133]
directory-entry: — H, Schuppenvorst, Neuenfelder Straße 111 ✉ Wi	[740, 571, 948, 603]
directory-entry: — Anni ☎ 37 22 27, 37 24 68, Haselhain 10 ✉ Harb	[444, 771, 627, 802]
directory-entry: — Dora, kfmAng, Otzenstr 1 ✉ 4	[740, 1778, 936, 1793]
part: II	[1257, 106, 1279, 133]
